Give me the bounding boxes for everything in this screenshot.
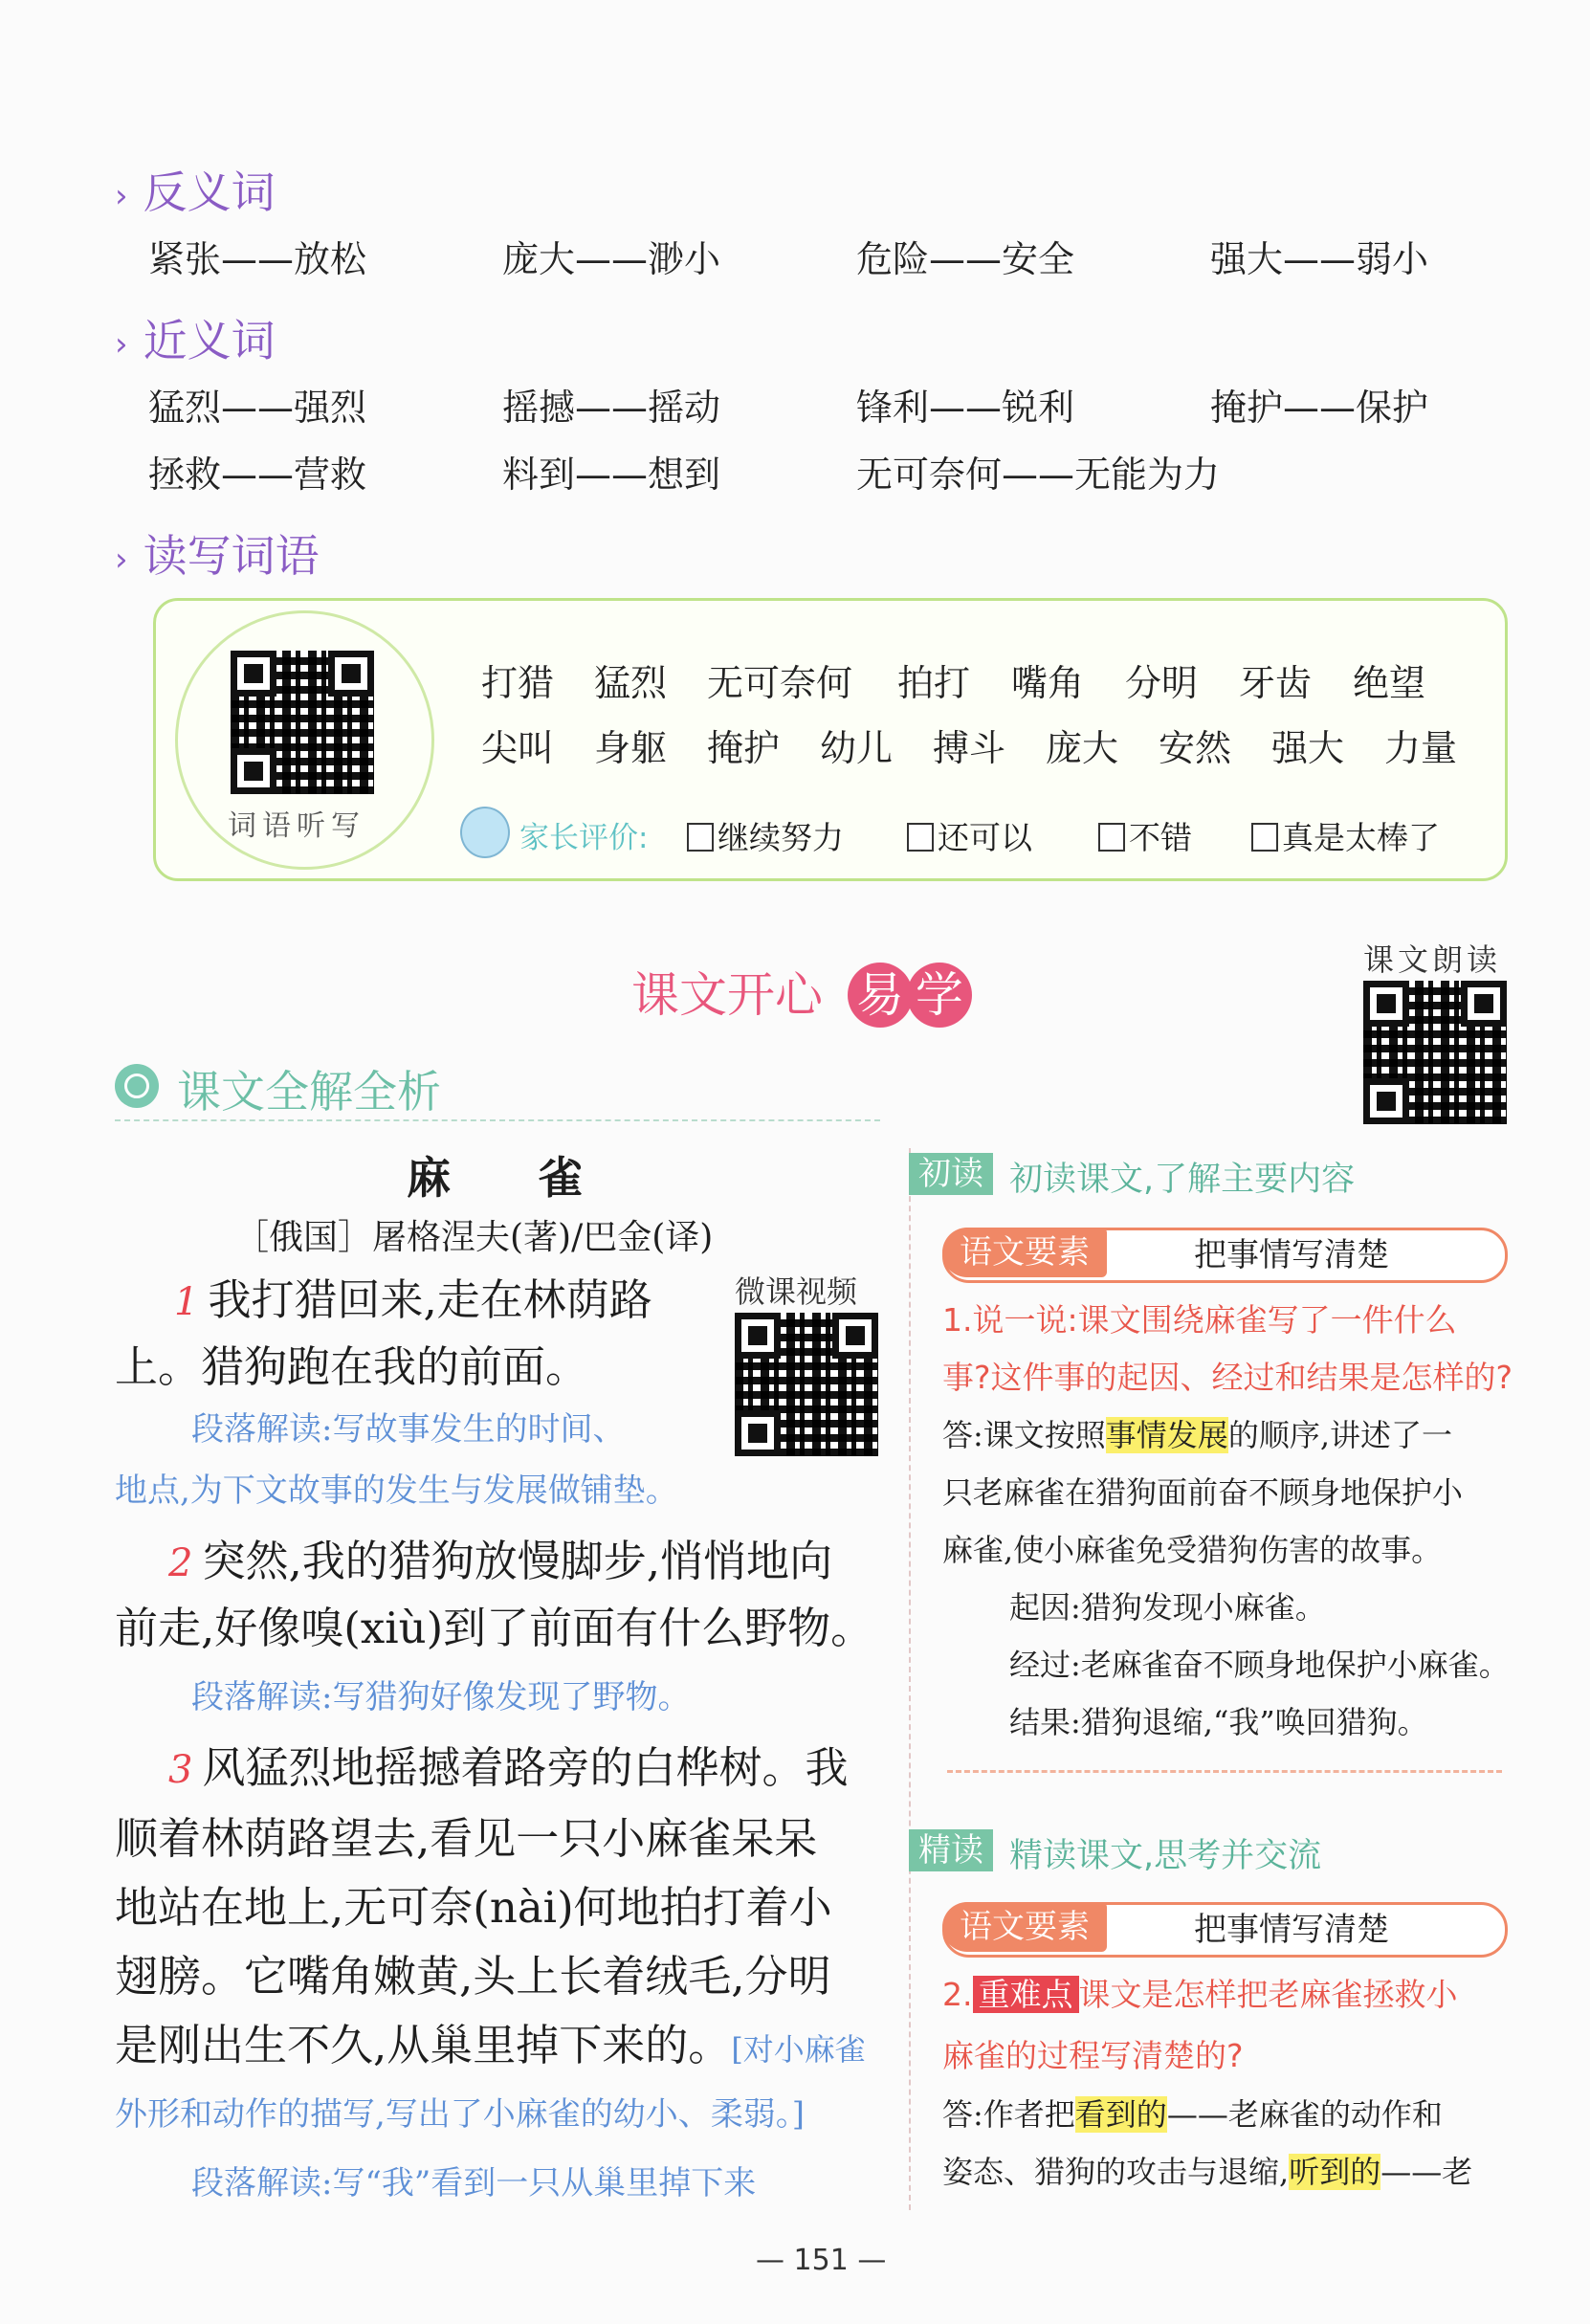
checkbox-icon[interactable] — [1098, 823, 1125, 852]
checkbox-icon[interactable] — [687, 823, 714, 852]
qr-label: 词语听写 — [228, 809, 365, 843]
list-item: 摇撼——摇动 — [502, 387, 721, 429]
qr-label: 微课视频 — [735, 1273, 858, 1310]
list-item: 打猎 — [481, 662, 555, 704]
checkbox-icon[interactable] — [1251, 823, 1278, 852]
list-item: 掩护 — [707, 727, 781, 769]
tag-desc: 初读课文,了解主要内容 — [1009, 1161, 1356, 1199]
option-ok[interactable]: 还可以 — [907, 813, 1032, 858]
element-pill: 语文要素 把事情写清楚 — [942, 1902, 1508, 1958]
divider — [115, 1119, 880, 1121]
paragraph-3: 3 风猛烈地摇撼着路旁的白桦树。我 顺着林荫路望去,看见一只小麻雀呆呆 地站在地上,无可奈(nài)何地拍打着小 翅膀。它嘴角嫩黄,头上长着绒毛,分明 是刚出生不久,从巢里掉下来的。[对小麻雀 — [115, 1742, 866, 2070]
list-item: 料到——想到 — [502, 454, 721, 496]
qr-label: 课文朗读 — [1363, 941, 1502, 978]
paragraph-note: 段落解读:写“我”看到一只从巢里掉下来 — [191, 2164, 757, 2202]
list-item: 强大 — [1271, 727, 1345, 769]
checkbox-icon[interactable] — [907, 823, 934, 852]
chevron-right-icon: › — [115, 540, 128, 579]
paragraph-2: 2 突然,我的猎狗放慢脚步,悄悄地向 前走,好像嗅(xiù)到了前面有什么野物。 — [115, 1536, 874, 1653]
list-item: 拯救——营救 — [148, 454, 367, 496]
list-item: 猛烈——强烈 — [148, 387, 367, 429]
annotation: 外形和动作的描写,写出了小麻雀的幼小、柔弱。] — [115, 2095, 806, 2134]
option-keep-trying[interactable]: 继续努力 — [687, 813, 844, 858]
option-great[interactable]: 真是太棒了 — [1251, 813, 1440, 858]
list-item: 庞大 — [1046, 727, 1119, 769]
banner-badge: 学 — [907, 963, 972, 1028]
list-item: 力量 — [1384, 727, 1458, 769]
vocab-box — [153, 598, 1508, 881]
text-title: 麻 雀 — [407, 1152, 583, 1204]
list-item: 掩护——保护 — [1210, 387, 1429, 429]
analysis-heading: 课文全解全析 — [177, 1066, 441, 1118]
question-1: 1.说一说:课文围绕麻雀写了一件什么 事?这件事的起因、经过和结果是怎样的? — [942, 1301, 1513, 1396]
text-author: ［俄国］屠格涅夫(著)/巴金(译) — [234, 1218, 714, 1257]
question-2: 2. 重难点 课文是怎样把老麻雀拯救小 麻雀的过程写清楚的? — [942, 1976, 1458, 2074]
list-item: 分明 — [1125, 662, 1199, 704]
list-item: 强大——弱小 — [1210, 238, 1429, 280]
list-item: 无可奈何 — [707, 662, 853, 704]
qr-code-icon[interactable] — [1363, 981, 1507, 1124]
paragraph-1: 1 我打猎回来,走在林荫路 上。猎狗跑在我的前面。 — [115, 1274, 652, 1392]
list-item: 拍打 — [897, 662, 971, 704]
paragraph-note: 段落解读:写故事发生的时间、 — [191, 1410, 626, 1449]
key-point-badge: 重难点 — [973, 1976, 1079, 2013]
tag-close-read: 精读 — [909, 1829, 993, 1871]
list-item: 牙齿 — [1239, 662, 1313, 704]
mascot-icon — [460, 807, 510, 858]
list-item: 紧张——放松 — [148, 238, 367, 280]
page-number: — 151 — — [756, 2244, 887, 2277]
list-item: 锋利——锐利 — [856, 387, 1075, 429]
qr-code-icon[interactable] — [735, 1313, 878, 1456]
tag-desc: 精读课文,思考并交流 — [1009, 1837, 1322, 1875]
list-item: 庞大——渺小 — [502, 238, 721, 280]
list-item: 安然 — [1159, 727, 1232, 769]
list-item: 无可奈何——无能为力 — [856, 454, 1221, 496]
list-item: 危险——安全 — [856, 238, 1075, 280]
list-item: 尖叫 — [481, 727, 555, 769]
paragraph-note: 地点,为下文故事的发生与发展做铺垫。 — [115, 1472, 678, 1510]
answer-1: 答:课文按照事情发展的顺序,讲述了一 只老麻雀在猎狗面前奋不顾身地保护小 麻雀,使小麻雀免受猎狗伤害的故事。 起因:猎狗发现小麻雀。 经过:老麻雀奋不顾身地保护小麻雀。 结果:猎狗退缩,“我”唤回猎狗。 — [942, 1417, 1510, 1740]
divider — [947, 1770, 1502, 1773]
synonyms-heading: › 近义词 — [115, 315, 276, 366]
reading-writing-heading: › 读写词语 — [115, 530, 320, 582]
paragraph-note: 段落解读:写猎狗好像发现了野物。 — [191, 1678, 691, 1716]
banner-title: 课文开心 易 学 — [631, 957, 972, 1028]
tag-first-read: 初读 — [909, 1153, 993, 1195]
list-item: 绝望 — [1353, 662, 1426, 704]
option-good[interactable]: 不错 — [1098, 813, 1192, 858]
chevron-right-icon: › — [115, 176, 128, 215]
qr-code-icon[interactable] — [231, 651, 374, 794]
list-item: 搏斗 — [933, 727, 1006, 769]
list-item: 猛烈 — [594, 662, 668, 704]
list-item: 幼儿 — [820, 727, 894, 769]
parent-eval-label: 家长评价: — [519, 821, 649, 855]
answer-2: 答:作者把看到的——老麻雀的动作和 姿态、猎狗的攻击与退缩,听到的——老 — [942, 2096, 1473, 2190]
column-divider — [909, 1148, 911, 2210]
antonyms-heading: › 反义词 — [115, 166, 276, 218]
banner-badge: 易 — [848, 963, 913, 1028]
list-item: 嘴角 — [1011, 662, 1085, 704]
swirl-icon — [115, 1064, 159, 1108]
chevron-right-icon: › — [115, 324, 128, 364]
element-pill: 语文要素 把事情写清楚 — [942, 1228, 1508, 1283]
list-item: 身躯 — [594, 727, 668, 769]
